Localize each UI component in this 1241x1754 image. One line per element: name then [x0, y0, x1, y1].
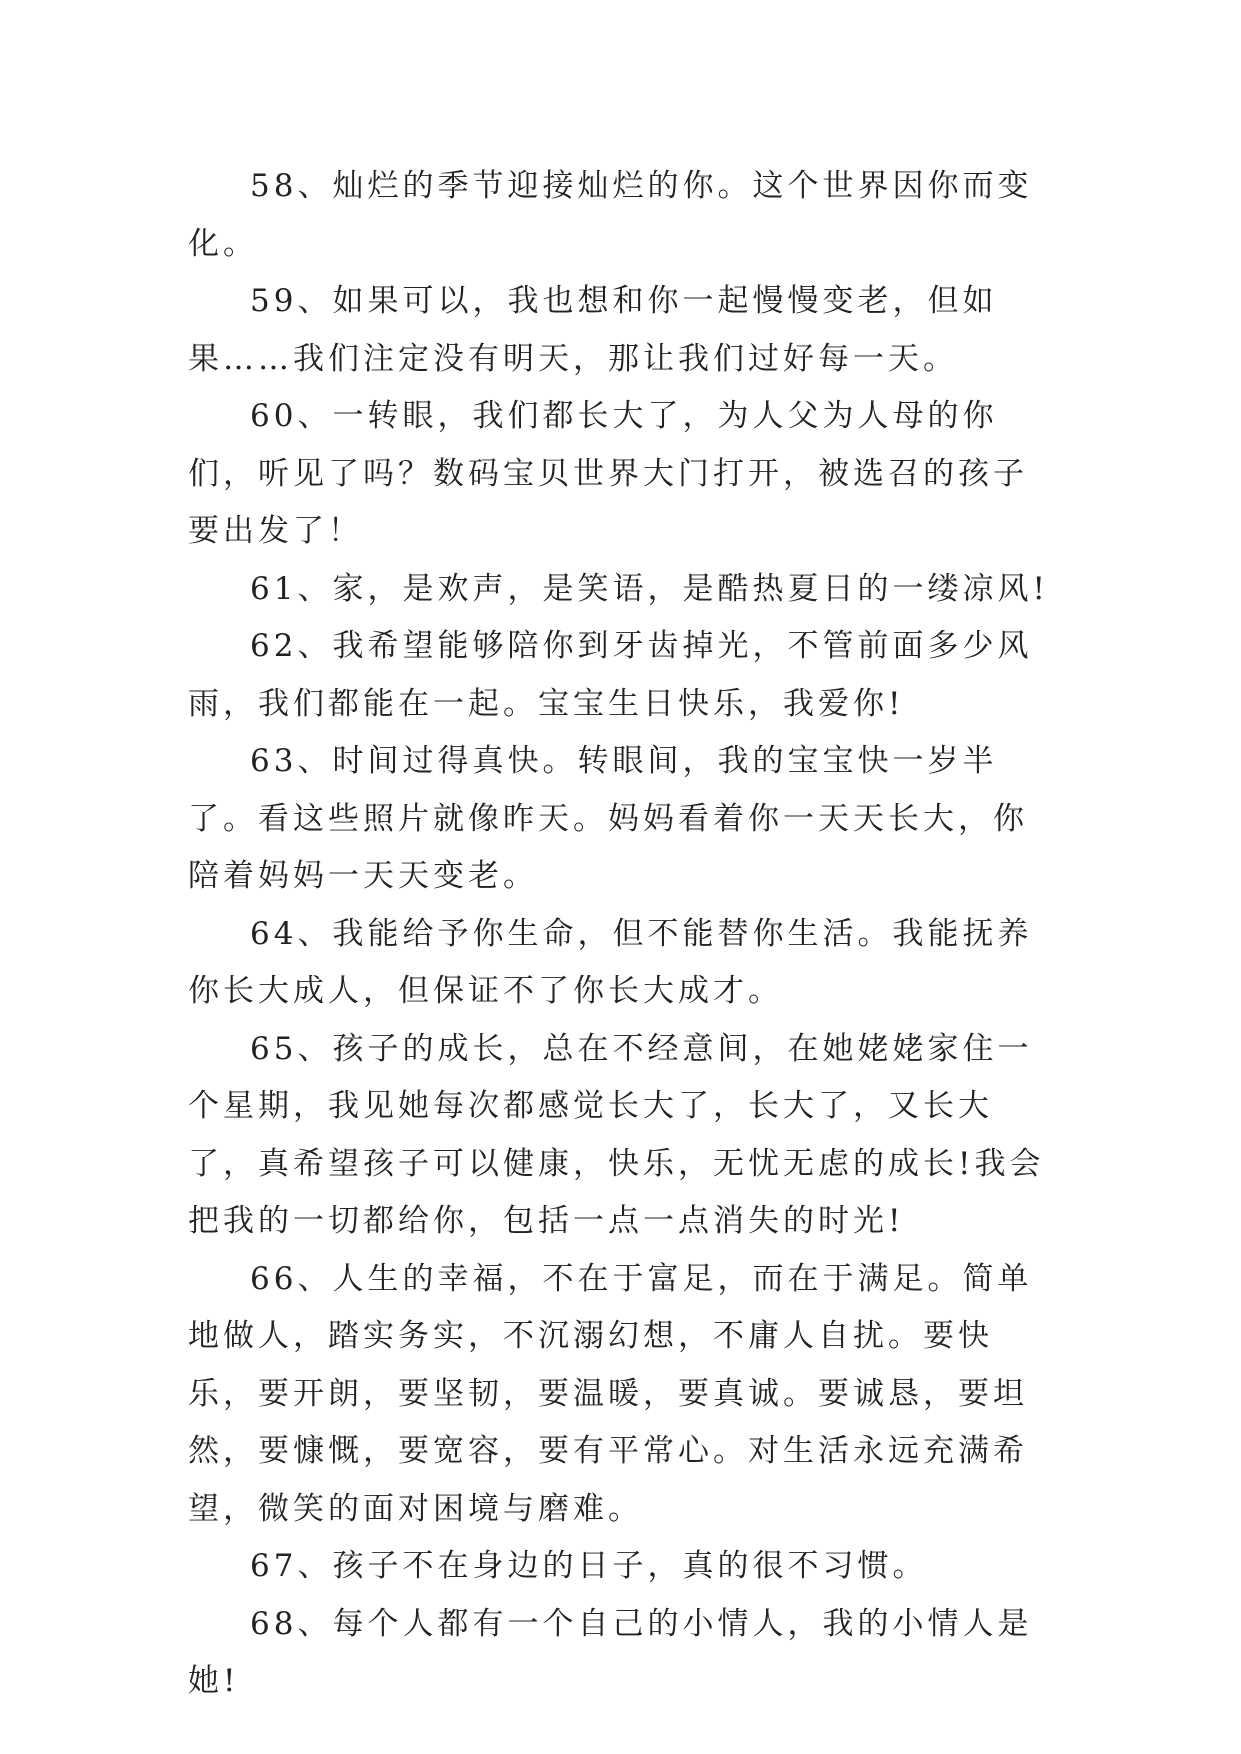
paragraph-58: 58、灿烂的季节迎接灿烂的你。这个世界因你而变化。: [188, 168, 1033, 262]
paragraph-66: 66、人生的幸福，不在于富足，而在于满足。简单地做人，踏实务实，不沉溺幻想，不庸人自扰。要快乐，要开朗，要坚韧，要温暖，要真诚。要诚恳，要坦然，要慷慨，要宽容，要有平常心。对生活永远充满希望，微笑的面对困境与磨难。: [188, 1260, 1033, 1527]
paragraph-59: 59、如果可以，我也想和你一起慢慢变老，但如果……我们注定没有明天，那让我们过好每一天。: [188, 283, 998, 377]
paragraph-60: 60、一转眼，我们都长大了，为人父为人母的你们，听见了吗？数码宝贝世界大门打开，被选召的孩子要出发了！: [188, 398, 1028, 549]
paragraph-63: 63、时间过得真快。转眼间，我的宝宝快一岁半了。看这些照片就像昨天。妈妈看着你一天天长大，你陪着妈妈一天天变老。: [188, 743, 1028, 894]
paragraph-68: 68、每个人都有一个自己的小情人，我的小情人是她!: [188, 1605, 1033, 1699]
paragraph-67: 67、孩子不在身边的日子，真的很不习惯。: [250, 1548, 928, 1584]
body-text: [188, 158, 1058, 1711]
paragraph-65: 65、孩子的成长，总在不经意间，在她姥姥家住一个星期，我见她每次都感觉长大了，长大了，又长大了，真希望孩子可以健康，快乐，无忧无虑的成长!我会把我的一切都给你，包括一点一点消失的时光!: [188, 1030, 1045, 1239]
paragraph-61: 61、家，是欢声，是笑语，是酷热夏日的一缕凉风!: [250, 570, 1049, 607]
paragraph-62: 62、我希望能够陪你到牙齿掉光，不管前面多少风雨，我们都能在一起。宝宝生日快乐，我爱你!: [188, 628, 1033, 722]
paragraph-64: 64、我能给予你生命，但不能替你生活。我能抚养你长大成人，但保证不了你长大成才。: [188, 915, 1033, 1009]
